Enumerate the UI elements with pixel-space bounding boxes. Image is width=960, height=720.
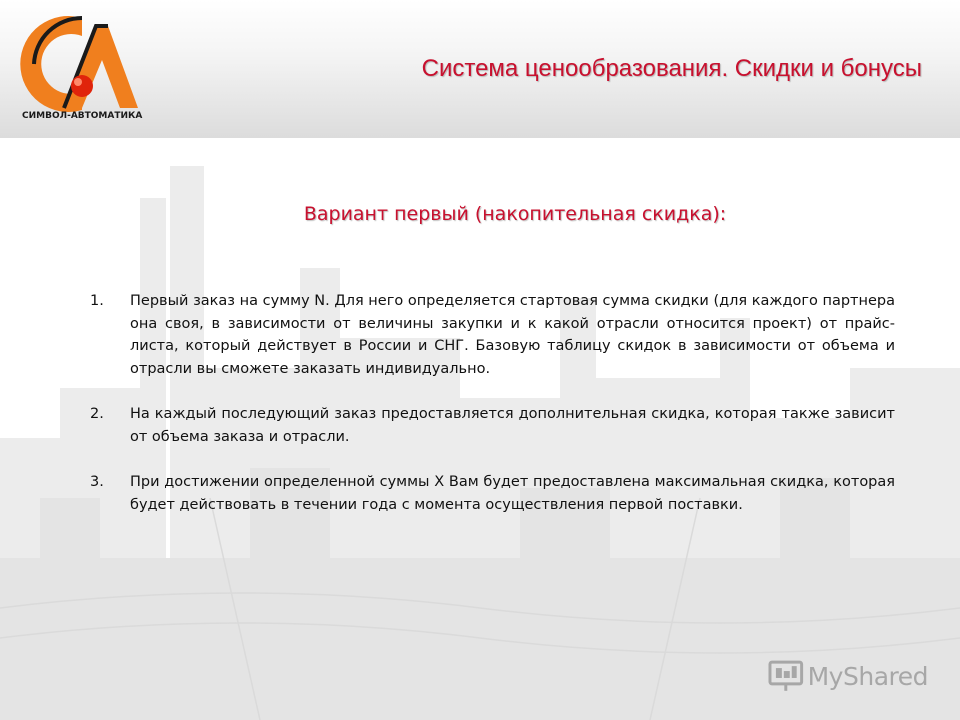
section-heading: Вариант первый (накопительная скидка): — [303, 203, 727, 225]
list-item-number: 3. — [90, 474, 104, 490]
list-item-text: Первый заказ на сумму N. Для него определяется стартовая сумма скидки (для каждого партнера она своя, в зависимости от величины закупки и к какой отрасли относится проект) от прайс-листа, который действует в России и СНГ. Базовую таблицу скидок в зависимости от объема и отрасли вы сможете заказать индивидуально. — [130, 293, 895, 377]
myshared-watermark — [768, 656, 928, 696]
list-item — [90, 290, 895, 380]
watermark-text: MyShared — [807, 661, 928, 691]
list-item — [90, 403, 895, 448]
discount-steps-list — [90, 290, 895, 539]
logo-wordmark: СИМВОЛ-АВТОМАТИКА — [22, 111, 143, 121]
list-item-text: На каждый последующий заказ предоставляется дополнительная скидка, которая также зависит от объема заказа и отрасли. — [130, 406, 895, 445]
list-item — [90, 471, 895, 516]
page-title: Система ценообразования. Скидки и бонусы — [421, 55, 922, 82]
list-item-number: 2. — [90, 406, 104, 422]
list-item-text: При достижении определенной суммы X Вам будет предоставлена максимальная скидка, которая будет действовать в течении года с момента осуществления первой поставки. — [130, 474, 895, 513]
presentation-screen-icon — [768, 659, 804, 693]
list-item-number: 1. — [90, 293, 104, 309]
